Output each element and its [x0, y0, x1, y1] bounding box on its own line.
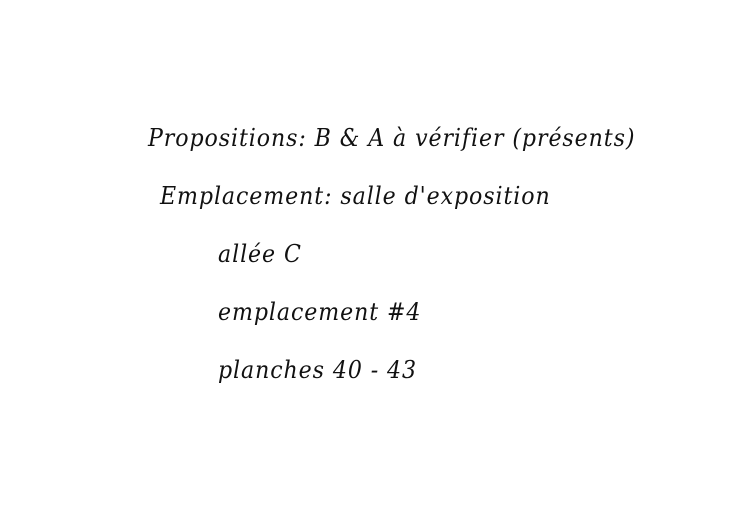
- note-line-allee: allée C: [218, 240, 302, 268]
- note-line-planches: planches 40 - 43: [218, 356, 417, 384]
- note-line-emplacement: Emplacement: salle d'exposition: [160, 182, 551, 210]
- note-line-emplacement-number: emplacement #4: [218, 298, 422, 326]
- note-line-propositions: Propositions: B & A à vérifier (présents): [148, 124, 636, 152]
